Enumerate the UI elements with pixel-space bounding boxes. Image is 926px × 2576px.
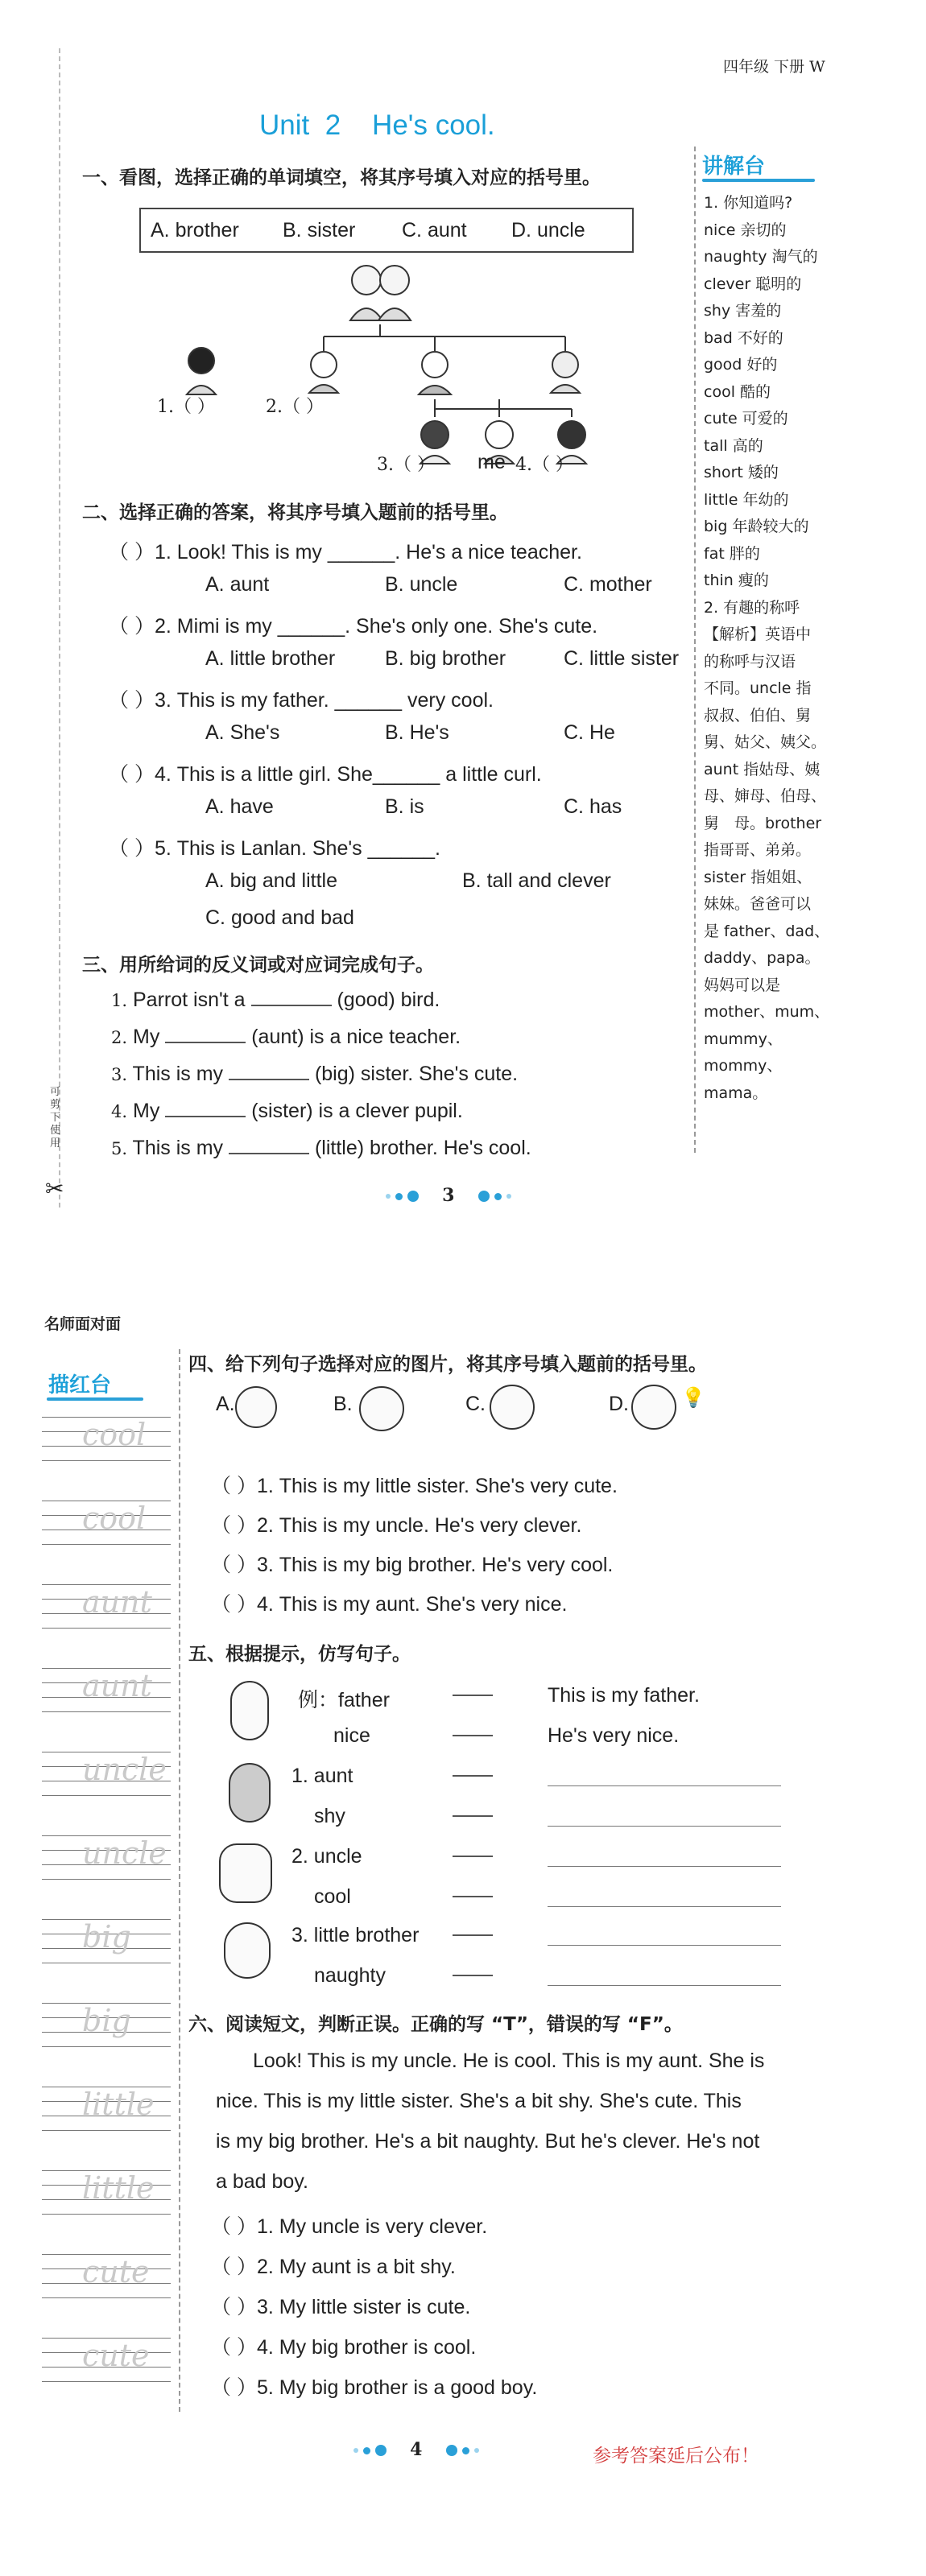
s5-row3-dash2 xyxy=(453,1975,493,1976)
sidebar1-line: mummy、 xyxy=(704,1030,783,1048)
tracing-row[interactable] xyxy=(42,1410,171,1468)
sidebar1-divider xyxy=(694,147,696,1153)
tracing-word: little xyxy=(82,2170,155,2206)
s3-item1 xyxy=(111,989,440,1012)
s5-row1-w: shy xyxy=(314,1805,345,1827)
tracing-row[interactable] xyxy=(42,1996,171,2054)
pic-a-boy-skateboard xyxy=(235,1386,277,1428)
s3-pre: This is my xyxy=(132,1137,224,1159)
sidebar1-line: 1. 你知道吗? xyxy=(704,194,793,212)
s3-num: 5. xyxy=(111,1139,128,1158)
tracing-word: uncle xyxy=(82,1752,167,1787)
s3-pre: Parrot isn't a xyxy=(133,989,246,1011)
sidebar1-line: 叔叔、伯伯、舅 xyxy=(704,706,812,724)
sidebar1-line: daddy、papa。 xyxy=(704,949,821,967)
s5-example-dash2 xyxy=(453,1735,493,1736)
section6-heading: 六、阅读短文，判断正误。正确的写 “T”，错误的写 “F”。 xyxy=(188,2014,683,2035)
sidebar2-underline xyxy=(47,1397,143,1401)
section5-heading: 五、根据提示，仿写句子。 xyxy=(188,1644,411,1665)
s3-post: (good) bird. xyxy=(337,989,440,1011)
s2-q3: （ ）3. This is my father. ______ very cool. xyxy=(109,689,494,712)
option-c: C. aunt xyxy=(402,219,467,242)
s3-pre: My xyxy=(133,1026,160,1048)
tracing-word: cute xyxy=(82,2254,150,2289)
tracing-guide-line xyxy=(42,2214,171,2215)
s5-row1-n: 1. aunt xyxy=(291,1765,353,1787)
sidebar1-line: sister 指姐姐、 xyxy=(704,868,812,886)
s5-row3-w: naughty xyxy=(314,1964,386,1987)
tracing-guide-line xyxy=(42,1711,171,1712)
word-options-box xyxy=(139,208,634,253)
s5-row2-dash2 xyxy=(453,1896,493,1897)
s5-row2-answer1[interactable] xyxy=(548,1866,781,1867)
tracing-row[interactable] xyxy=(42,1494,171,1552)
s3-post: (big) sister. She's cute. xyxy=(314,1063,519,1085)
s2-q5: （ ）5. This is Lanlan. She's ______. xyxy=(109,837,440,860)
s6-item4: （ ）4. My big brother is cool. xyxy=(211,2336,477,2359)
sidebar1-line: clever 聪明的 xyxy=(704,275,802,293)
s2-q2-c: C. little sister xyxy=(564,647,680,670)
tracing-row[interactable] xyxy=(42,1578,171,1636)
sidebar1-line: cute 可爱的 xyxy=(704,410,788,427)
tracing-word: aunt xyxy=(82,1584,152,1620)
sidebar1-line: short 矮的 xyxy=(704,464,779,481)
tracing-guide-line xyxy=(42,1628,171,1629)
s5-row3-dash1 xyxy=(453,1934,493,1936)
s2-q1-c: C. mother xyxy=(564,573,652,596)
tree-label-3: 3.（ ） xyxy=(377,455,435,475)
answer-note: 参考答案延后公布！ xyxy=(593,2446,759,2467)
pic-d-label: D. xyxy=(609,1393,629,1415)
s6-item3: （ ）3. My little sister is cute. xyxy=(211,2296,471,2318)
s2-q2-b: B. big brother xyxy=(385,647,506,670)
tracing-word: aunt xyxy=(82,1668,152,1703)
s6-item1: （ ）1. My uncle is very clever. xyxy=(211,2215,488,2238)
sidebar1-line: good 好的 xyxy=(704,356,778,374)
s5-example-figure xyxy=(230,1681,269,1740)
sidebar1-title: 讲解台 xyxy=(702,155,766,179)
s5-example-dash1 xyxy=(453,1695,493,1696)
s2-q2-a: A. little brother xyxy=(205,647,336,670)
tracing-row[interactable] xyxy=(42,1745,171,1803)
s2-q1-a: A. aunt xyxy=(205,573,270,596)
cut-note: 可剪下使用 xyxy=(50,1085,61,1149)
pic-d-man-lightbulb xyxy=(631,1385,676,1430)
s5-row1-answer2[interactable] xyxy=(548,1826,781,1827)
tracing-row[interactable] xyxy=(42,2248,171,2306)
s2-q2: （ ）2. Mimi is my ______. She's only one. She's cute. xyxy=(109,615,598,638)
sidebar1-line: naughty 淘气的 xyxy=(704,248,818,266)
section2-heading: 二、选择正确的答案，将其序号填入题前的括号里。 xyxy=(82,502,508,523)
s5-row1-dash1 xyxy=(453,1775,493,1777)
sidebar1-line: bad 不好的 xyxy=(704,328,783,347)
tracing-word: cool xyxy=(82,1417,147,1452)
s6-passage-line4: a bad boy. xyxy=(216,2170,308,2193)
s2-q5-c: C. good and bad xyxy=(205,906,354,929)
tracing-guide-line xyxy=(42,1795,171,1796)
s5-row2-answer2[interactable] xyxy=(548,1906,781,1907)
s2-q4: （ ）4. This is a little girl. She______ a little curl. xyxy=(109,763,542,786)
s3-post: (aunt) is a nice teacher. xyxy=(251,1026,461,1048)
s3-item5 xyxy=(111,1137,531,1160)
option-b: B. sister xyxy=(283,219,356,242)
s2-q3-b: B. He's xyxy=(385,721,449,744)
s3-blank[interactable] xyxy=(229,1063,309,1080)
sidebar1-line: 舅 母。brother xyxy=(704,814,822,832)
s3-num: 2. xyxy=(111,1028,128,1047)
tree-label-1: 1.（ ） xyxy=(157,397,215,417)
tree-label-2: 2.（ ） xyxy=(266,397,324,417)
option-a: A. brother xyxy=(151,219,239,242)
s5-example-s1: This is my father. xyxy=(548,1684,700,1707)
pic-c-baby-girl xyxy=(490,1385,535,1430)
tracing-word: cool xyxy=(82,1501,147,1536)
s5-row2-dash1 xyxy=(453,1856,493,1857)
tracing-guide-line xyxy=(42,2130,171,2131)
s3-post: (sister) is a clever pupil. xyxy=(251,1100,463,1122)
tree-label-4: 4.（ ） xyxy=(515,455,573,475)
sidebar1-line: little 年幼的 xyxy=(704,490,789,509)
s3-item3 xyxy=(111,1063,518,1086)
sidebar1-notes xyxy=(704,190,853,1107)
option-d: D. uncle xyxy=(511,219,585,242)
tracing-guide-line xyxy=(42,2297,171,2298)
s5-example-word2: nice xyxy=(333,1724,370,1747)
s5-row3-answer1[interactable] xyxy=(548,1945,781,1946)
tracing-guide-line xyxy=(42,1879,171,1880)
s3-item2 xyxy=(111,1026,461,1049)
s5-row1-answer1[interactable] xyxy=(548,1785,781,1786)
sidebar1-line: 是 father、dad、 xyxy=(704,922,830,940)
header-grade: 四年级 下册 W xyxy=(723,58,825,76)
pic-c-label: C. xyxy=(465,1393,486,1415)
tracing-row[interactable] xyxy=(42,1829,171,1887)
sidebar1-line: 【解析】英语中 xyxy=(704,625,812,643)
sidebar2-divider xyxy=(179,1349,180,2412)
sidebar1-line: 2. 有趣的称呼 xyxy=(704,598,800,617)
s3-blank[interactable] xyxy=(229,1137,309,1154)
s3-blank[interactable] xyxy=(165,1026,246,1043)
tracing-row[interactable] xyxy=(42,1662,171,1719)
s2-q5-b: B. tall and clever xyxy=(462,869,611,892)
s5-row2-n: 2. uncle xyxy=(291,1845,362,1868)
tracing-guide-line xyxy=(42,2046,171,2047)
section4-heading: 四、给下列句子选择对应的图片，将其序号填入题前的括号里。 xyxy=(188,1354,707,1375)
s2-q4-c: C. has xyxy=(564,795,622,818)
tracing-row[interactable] xyxy=(42,2164,171,2222)
s3-blank[interactable] xyxy=(251,989,332,1006)
s2-q5-a: A. big and little xyxy=(205,869,337,892)
sidebar1-line: mommy、 xyxy=(704,1057,783,1075)
tracing-guide-line xyxy=(42,2381,171,2382)
tracing-row[interactable] xyxy=(42,2331,171,2389)
s5-row3-n: 3. little brother xyxy=(291,1924,420,1946)
mingshi-label: 名师面对面 xyxy=(44,1315,122,1333)
sidebar1-line: cool 酷的 xyxy=(704,382,771,401)
sidebar1-line: mama。 xyxy=(704,1084,768,1102)
s5-row2-w: cool xyxy=(314,1885,351,1908)
s3-pre: My xyxy=(133,1100,160,1122)
sidebar1-line: 不同。uncle 指 xyxy=(704,679,812,697)
s6-item5: （ ）5. My big brother is a good boy. xyxy=(211,2376,538,2399)
s3-pre: This is my xyxy=(132,1063,224,1085)
tracing-word: big xyxy=(82,2003,131,2038)
tree-label-me: me xyxy=(477,451,506,473)
page-number-3: 3 xyxy=(383,1185,514,1206)
s4-item3: （ ）3. This is my big brother. He's very cool. xyxy=(211,1554,614,1576)
s3-post: (little) brother. He's cool. xyxy=(314,1137,531,1159)
sidebar1-line: 母、婶母、伯母、 xyxy=(704,787,827,805)
sidebar1-line: 指哥哥、弟弟。 xyxy=(704,841,812,859)
s5-row3-answer2[interactable] xyxy=(548,1985,781,1986)
pic-b-woman xyxy=(359,1386,404,1431)
tracing-word: cute xyxy=(82,2338,150,2373)
s5-fig-aunt xyxy=(229,1763,271,1823)
s6-item2: （ ）2. My aunt is a bit shy. xyxy=(211,2256,456,2278)
pic-a-label: A. xyxy=(216,1393,235,1415)
tracing-guide-line xyxy=(42,1460,171,1461)
section3-heading: 三、用所给词的反义词或对应词完成句子。 xyxy=(82,955,434,976)
s6-passage-line1: Look! This is my uncle. He is cool. This is my aunt. She is xyxy=(253,2050,765,2072)
s2-q1: （ ）1. Look! This is my ______. He's a nice teacher. xyxy=(109,541,582,564)
s2-q4-b: B. is xyxy=(385,795,424,818)
sidebar1-line: 的称呼与汉语 xyxy=(704,652,796,671)
left-dashed-border xyxy=(59,48,60,1208)
s5-row1-dash2 xyxy=(453,1815,493,1817)
sidebar1-line: thin 瘦的 xyxy=(704,572,769,589)
s3-num: 3. xyxy=(111,1065,128,1084)
sidebar1-line: 舅、姑父、姨父。 xyxy=(704,733,827,751)
sidebar1-line: fat 胖的 xyxy=(704,544,760,563)
tracing-row[interactable] xyxy=(42,1913,171,1971)
lightbulb-icon: 💡 xyxy=(681,1387,705,1409)
s6-passage-line3: is my big brother. He's a bit naughty. But he's clever. He's not xyxy=(216,2130,760,2153)
s5-example-label: 例：father xyxy=(298,1689,390,1711)
tracing-guide-line xyxy=(42,1544,171,1545)
s2-q3-c: C. He xyxy=(564,721,615,744)
s4-item2: （ ）2. This is my uncle. He's very clever. xyxy=(211,1514,582,1537)
sidebar1-line: nice 亲切的 xyxy=(704,221,787,239)
scissors-icon: ✂ xyxy=(45,1176,64,1201)
s3-num: 1. xyxy=(111,991,128,1010)
s4-item1: （ ）1. This is my little sister. She's very cute. xyxy=(211,1475,618,1497)
s3-item4 xyxy=(111,1100,463,1123)
sidebar1-line: shy 害羞的 xyxy=(704,302,782,320)
sidebar1-underline xyxy=(702,179,815,182)
sidebar1-line: 妹妹。爸爸可以 xyxy=(704,895,812,913)
sidebar2-title: 描红台 xyxy=(48,1373,112,1397)
section1-heading: 一、看图，选择正确的单词填空，将其序号填入对应的括号里。 xyxy=(82,167,601,188)
tracing-word: little xyxy=(82,2087,155,2122)
s3-num: 4. xyxy=(111,1102,128,1121)
s6-passage-line2: nice. This is my little sister. She's a bit shy. She's cute. This xyxy=(216,2090,742,2112)
page-number-4: 4 xyxy=(351,2439,482,2460)
s2-q1-b: B. uncle xyxy=(385,573,458,596)
sidebar1-line: mother、mum、 xyxy=(704,1003,830,1021)
sidebar1-line: 妈妈可以是 xyxy=(704,976,781,994)
s5-example-s2: He's very nice. xyxy=(548,1724,680,1747)
s3-blank[interactable] xyxy=(165,1100,246,1117)
page-title: Unit 2 He's cool. xyxy=(259,109,495,141)
tracing-word: big xyxy=(82,1919,131,1955)
s2-q4-a: A. have xyxy=(205,795,274,818)
sidebar1-line: big 年龄较大的 xyxy=(704,518,809,535)
tracing-row[interactable] xyxy=(42,2080,171,2138)
s4-item4: （ ）4. This is my aunt. She's very nice. xyxy=(211,1593,568,1616)
tracing-word: uncle xyxy=(82,1835,167,1871)
sidebar1-line: aunt 指姑母、姨 xyxy=(704,760,821,778)
s2-q3-a: A. She's xyxy=(205,721,280,744)
s5-fig-little-brother xyxy=(224,1922,271,1979)
pic-b-label: B. xyxy=(333,1393,353,1415)
sidebar1-line: tall 高的 xyxy=(704,436,763,455)
s5-fig-uncle xyxy=(219,1843,272,1903)
